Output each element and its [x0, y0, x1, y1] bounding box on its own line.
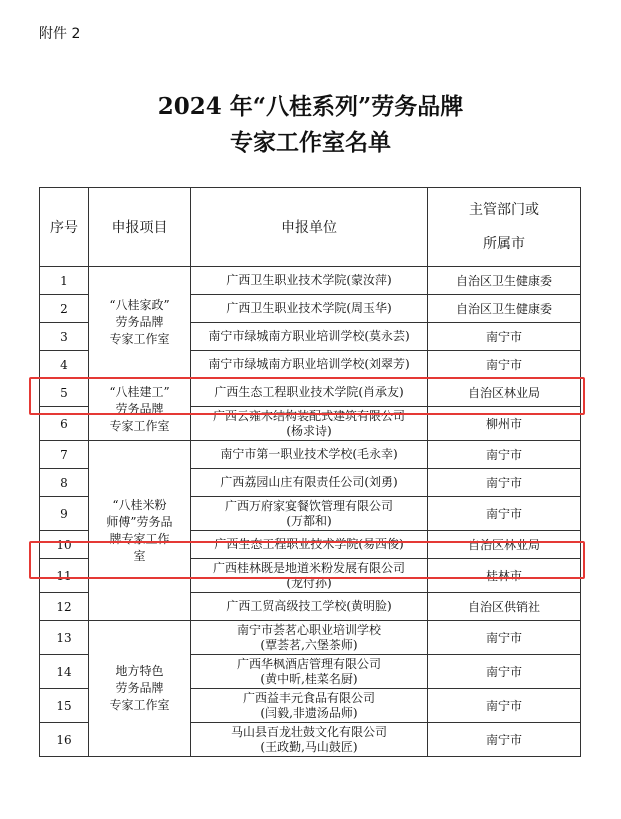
table-row: [40, 621, 581, 655]
applicant-unit: [191, 441, 428, 469]
supervising-dept: 南宁市: [428, 655, 581, 689]
row-number: 9: [40, 497, 89, 531]
unit-line: 广西工贸高级技工学校(黄明脸): [226, 599, 392, 613]
row-number: 15: [40, 689, 89, 723]
project-line: “八桂米粉: [112, 497, 167, 512]
supervising-dept: 南宁市: [428, 441, 581, 469]
header-project: 申报项目: [89, 188, 191, 267]
document-title-line-2: 专家工作室名单: [230, 129, 391, 156]
project-line: 劳务品牌: [115, 681, 164, 695]
unit-line: 广西生态工程职业技术学院(易西俊): [214, 537, 404, 551]
project-line: 牌专家工作: [109, 531, 170, 546]
header-dept-line-2: 所属市: [483, 236, 525, 252]
row-number: 10: [40, 531, 89, 559]
row-number: 4: [40, 351, 89, 379]
highlight-box-row-5: [29, 377, 585, 415]
project-line: 劳务品牌: [115, 315, 164, 329]
row-number: 11: [40, 559, 89, 593]
header-dept: [428, 188, 581, 267]
supervising-dept: 自治区林业局: [428, 531, 581, 559]
row-number: 3: [40, 323, 89, 351]
applicant-unit: [191, 351, 428, 379]
unit-line: 广西卫生职业技术学院(蒙汝萍): [226, 273, 392, 287]
table-row: [40, 441, 581, 469]
project-line: 专家工作室: [109, 419, 170, 433]
unit-line: 广西桂林既是地道米粉发展有限公司: [212, 560, 405, 575]
unit-line: 南宁市绿城南方职业培训学校(刘翠芳): [208, 357, 410, 371]
applicant-unit: [191, 323, 428, 351]
supervising-dept: 南宁市: [428, 351, 581, 379]
project-line: 室: [133, 548, 146, 563]
supervising-dept: 南宁市: [428, 497, 581, 531]
unit-line: (万都和): [286, 513, 332, 528]
header-no: 序号: [40, 188, 89, 267]
applicant-unit: [191, 621, 428, 655]
supervising-dept: 柳州市: [428, 407, 581, 441]
supervising-dept: 南宁市: [428, 621, 581, 655]
table-header-row: [40, 188, 581, 267]
applicant-unit: [191, 689, 428, 723]
header-dept-line-1: 主管部门或: [469, 202, 539, 218]
row-number: 16: [40, 723, 89, 757]
row-number: 2: [40, 295, 89, 323]
unit-line: 南宁市绿城南方职业培训学校(莫永芸): [208, 329, 410, 343]
highlight-box-row-10: [29, 541, 585, 579]
unit-line: 广西万府家宴餐饮管理有限公司: [224, 498, 393, 513]
row-number: 1: [40, 267, 89, 295]
applicant-unit: [191, 469, 428, 497]
applicant-unit: [191, 497, 428, 531]
unit-line: 广西云雍木结构装配式建筑有限公司: [212, 408, 405, 423]
unit-line: (龙付孙): [286, 575, 332, 590]
applicant-unit: [191, 655, 428, 689]
supervising-dept: 桂林市: [428, 559, 581, 593]
project-line: “八桂家政”: [109, 298, 170, 312]
project-line: 专家工作室: [109, 698, 170, 712]
unit-line: (杨求诗): [286, 423, 332, 438]
unit-line: 广西荔园山庄有限责任公司(刘勇): [220, 475, 398, 489]
expert-studio-table: [39, 187, 581, 757]
row-number: 14: [40, 655, 89, 689]
project-cell: [89, 441, 191, 621]
header-unit: 申报单位: [191, 188, 428, 267]
supervising-dept: 南宁市: [428, 323, 581, 351]
row-number: 5: [40, 379, 89, 407]
project-line: 师傅”劳务品: [106, 514, 173, 529]
project-cell: [89, 621, 191, 757]
row-number: 13: [40, 621, 89, 655]
supervising-dept: 南宁市: [428, 469, 581, 497]
document-title-line-1: 2024 年“八桂系列”劳务品牌: [157, 93, 464, 120]
applicant-unit: [191, 267, 428, 295]
row-number: 12: [40, 593, 89, 621]
applicant-unit: [191, 723, 428, 757]
applicant-unit: [191, 295, 428, 323]
row-number: 7: [40, 441, 89, 469]
unit-line: (黄中昕,桂菜名厨): [260, 671, 358, 686]
project-line: “八桂建工”: [109, 385, 170, 399]
unit-line: 广西卫生职业技术学院(周玉华): [226, 301, 392, 315]
supervising-dept: 自治区供销社: [428, 593, 581, 621]
applicant-unit: [191, 593, 428, 621]
unit-line: 广西华枫酒店管理有限公司: [236, 656, 381, 671]
unit-line: 南宁市荟茗心职业培训学校: [236, 622, 381, 637]
unit-line: (覃荟茗,六堡茶师): [260, 637, 358, 652]
unit-line: 南宁市第一职业技术学校(毛永幸): [220, 447, 398, 461]
supervising-dept: 南宁市: [428, 723, 581, 757]
project-line: 地方特色: [115, 664, 164, 678]
unit-line: 广西益丰元食品有限公司: [242, 690, 375, 705]
table-row: [40, 267, 581, 295]
project-line: 劳务品牌: [115, 402, 164, 416]
unit-line: 马山县百龙壮鼓文化有限公司: [230, 724, 387, 739]
supervising-dept: 自治区林业局: [428, 379, 581, 407]
supervising-dept: 自治区卫生健康委: [428, 295, 581, 323]
unit-line: (王政勤,马山鼓匠): [260, 739, 358, 754]
supervising-dept: 自治区卫生健康委: [428, 267, 581, 295]
unit-line: 广西生态工程职业技术学院(肖承友): [214, 385, 404, 399]
supervising-dept: 南宁市: [428, 689, 581, 723]
unit-line: (闫毅,非遗汤品师): [260, 705, 358, 720]
row-number: 8: [40, 469, 89, 497]
attachment-label: 附件 2: [39, 26, 81, 42]
row-number: 6: [40, 407, 89, 441]
project-line: 专家工作室: [109, 332, 170, 346]
project-cell: [89, 267, 191, 379]
